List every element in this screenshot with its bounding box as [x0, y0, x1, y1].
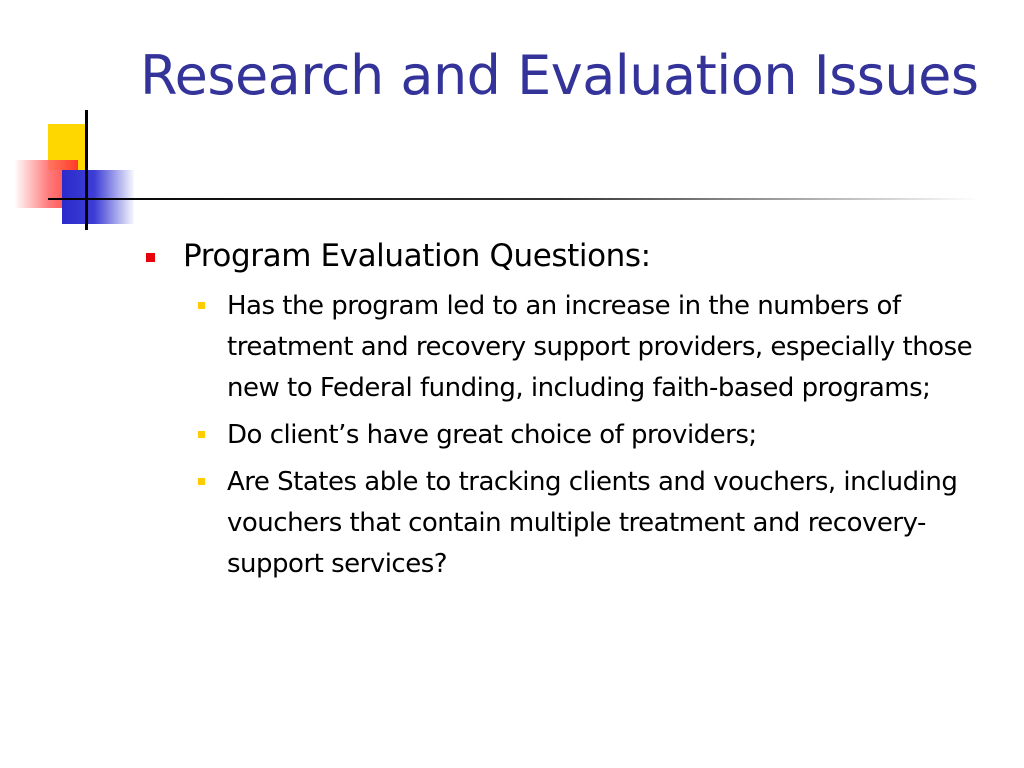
title-underline [48, 198, 978, 200]
decor-vertical-line [85, 110, 88, 230]
slide-content [145, 234, 1005, 591]
square-bullet-icon [198, 478, 205, 485]
sub-bullet [190, 415, 1005, 456]
bullet-level1 [145, 234, 1005, 278]
sub-bullet-text: Do client’s have great choice of providers; [227, 420, 757, 450]
bullet-text: Program Evaluation Questions: [183, 238, 651, 274]
square-bullet-icon [198, 431, 205, 438]
sub-bullet-text: Are States able to tracking clients and vouchers, including vouchers that contain multiple treatment and recovery-support services? [227, 467, 958, 579]
sub-bullet [190, 462, 1005, 585]
sub-bullet-list [190, 286, 1005, 585]
square-bullet-icon [146, 253, 155, 262]
decor-square-blue [62, 170, 134, 224]
sub-bullet [190, 286, 1005, 409]
slide-title: Research and Evaluation Issues [140, 44, 979, 107]
square-bullet-icon [198, 302, 205, 309]
sub-bullet-text: Has the program led to an increase in the numbers of treatment and recovery support providers, especially those new to Federal funding, including faith-based programs; [227, 291, 973, 403]
